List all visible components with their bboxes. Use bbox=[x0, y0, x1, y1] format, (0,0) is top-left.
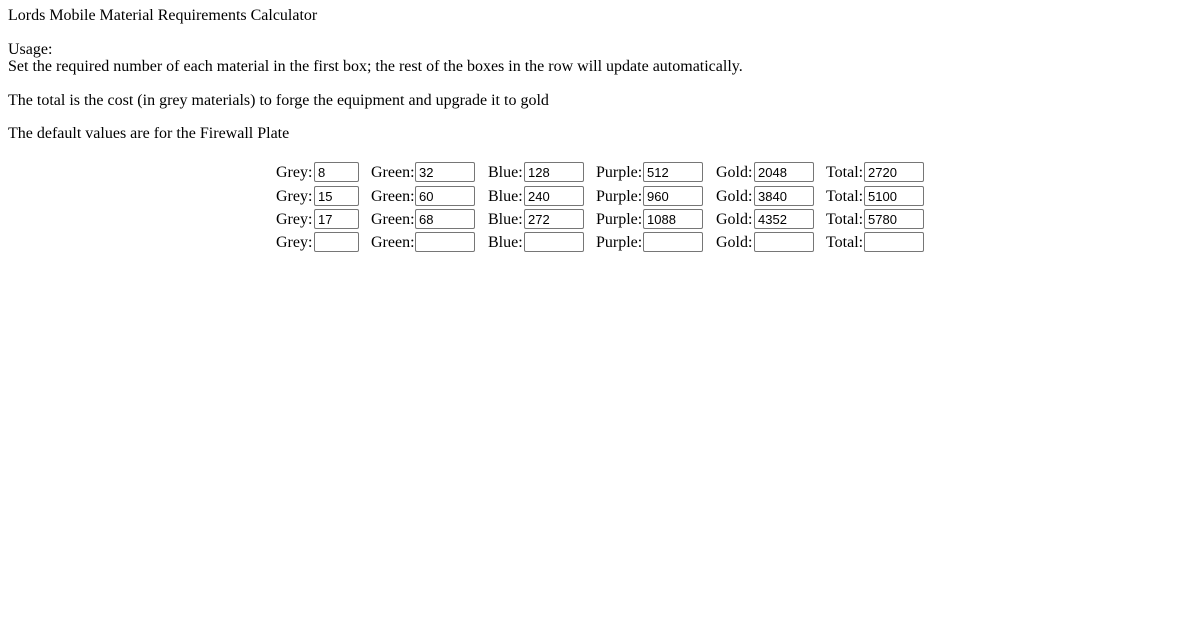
gold-input[interactable] bbox=[754, 209, 814, 229]
usage-instructions: Set the required number of each material in the first box; the rest of the boxes in the row will update automatically. bbox=[8, 58, 743, 75]
material-row bbox=[0, 209, 1200, 231]
grey-input[interactable] bbox=[314, 209, 359, 229]
gold-label: Gold: bbox=[716, 211, 753, 228]
green-label: Green: bbox=[371, 234, 415, 251]
purple-label: Purple: bbox=[596, 234, 643, 251]
purple-label: Purple: bbox=[596, 188, 643, 205]
grey-label: Grey: bbox=[276, 234, 313, 251]
grey-label: Grey: bbox=[276, 164, 313, 181]
purple-input[interactable] bbox=[643, 209, 703, 229]
grey-input[interactable] bbox=[314, 186, 359, 206]
grey-label: Grey: bbox=[276, 188, 313, 205]
total-input[interactable] bbox=[864, 209, 924, 229]
grey-label: Grey: bbox=[276, 211, 313, 228]
gold-label: Gold: bbox=[716, 188, 753, 205]
blue-input[interactable] bbox=[524, 162, 584, 182]
usage-heading: Usage: bbox=[8, 41, 53, 58]
material-row bbox=[0, 186, 1200, 208]
total-label: Total: bbox=[826, 188, 864, 205]
total-label: Total: bbox=[826, 164, 864, 181]
green-input[interactable] bbox=[415, 209, 475, 229]
default-values-note: The default values are for the Firewall Plate bbox=[8, 125, 290, 142]
grey-input[interactable] bbox=[314, 232, 359, 252]
gold-input[interactable] bbox=[754, 186, 814, 206]
green-label: Green: bbox=[371, 164, 415, 181]
blue-label: Blue: bbox=[488, 164, 523, 181]
blue-input[interactable] bbox=[524, 232, 584, 252]
green-input[interactable] bbox=[415, 162, 475, 182]
purple-label: Purple: bbox=[596, 164, 643, 181]
gold-label: Gold: bbox=[716, 234, 753, 251]
total-label: Total: bbox=[826, 211, 864, 228]
green-input[interactable] bbox=[415, 232, 475, 252]
blue-label: Blue: bbox=[488, 211, 523, 228]
total-input[interactable] bbox=[864, 232, 924, 252]
gold-input[interactable] bbox=[754, 162, 814, 182]
total-input[interactable] bbox=[864, 162, 924, 182]
green-label: Green: bbox=[371, 211, 415, 228]
total-label: Total: bbox=[826, 234, 864, 251]
total-input[interactable] bbox=[864, 186, 924, 206]
green-label: Green: bbox=[371, 188, 415, 205]
material-row bbox=[0, 232, 1200, 254]
blue-label: Blue: bbox=[488, 234, 523, 251]
blue-input[interactable] bbox=[524, 209, 584, 229]
blue-label: Blue: bbox=[488, 188, 523, 205]
material-row bbox=[0, 162, 1200, 184]
total-explanation: The total is the cost (in grey materials) to forge the equipment and upgrade it to gold bbox=[8, 92, 549, 109]
green-input[interactable] bbox=[415, 186, 475, 206]
gold-label: Gold: bbox=[716, 164, 753, 181]
purple-label: Purple: bbox=[596, 211, 643, 228]
purple-input[interactable] bbox=[643, 232, 703, 252]
grey-input[interactable] bbox=[314, 162, 359, 182]
purple-input[interactable] bbox=[643, 162, 703, 182]
page-title: Lords Mobile Material Requirements Calculator bbox=[8, 7, 318, 24]
gold-input[interactable] bbox=[754, 232, 814, 252]
purple-input[interactable] bbox=[643, 186, 703, 206]
blue-input[interactable] bbox=[524, 186, 584, 206]
